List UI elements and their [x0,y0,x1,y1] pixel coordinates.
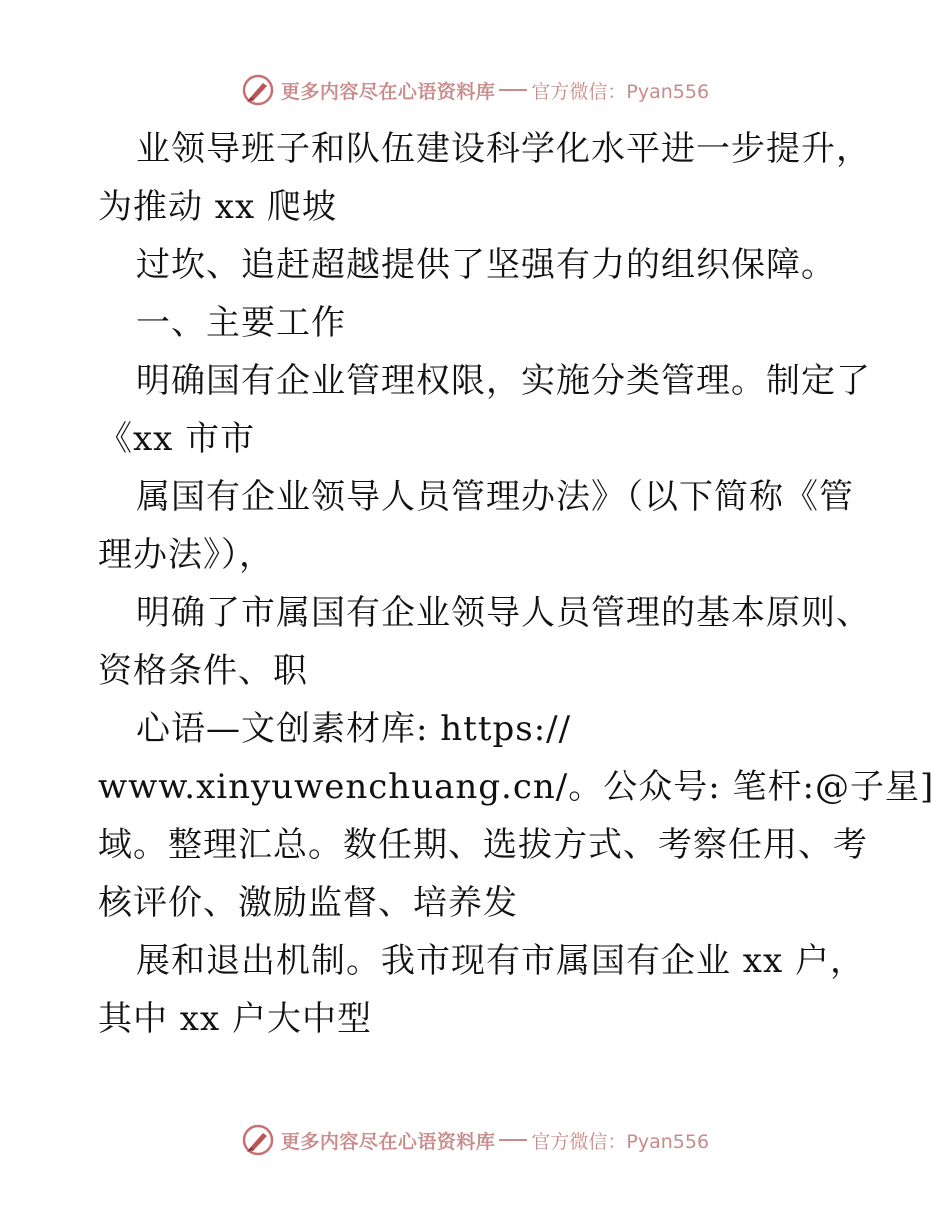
header-watermark [0,70,950,110]
body-line: 展和退出机制。我市现有市属国有企业 xx 户， [136,941,865,981]
body-line: 属国有企业领导人员管理办法》（以下简称《管 [136,477,854,517]
body-line: 理办法》）， [98,535,274,575]
pen-logo-icon [241,73,275,107]
body-line: 心语—文创素材库: https:// [136,709,572,749]
body-line: 《xx 市市 [98,419,256,459]
pen-logo-icon [241,1123,275,1157]
watermark-main-text: 更多内容尽在心语资料库 [280,1130,496,1153]
body-line: 其中 xx 户大中型 [98,999,372,1039]
body-line: 业领导班子和队伍建设科学化水平进一步提升， [136,129,871,169]
watermark-separator [499,1139,527,1141]
body-line: 明确国有企业管理权限，实施分类管理。制定了 [136,361,871,401]
footer-watermark [0,1120,950,1160]
section-heading: 一、主要工作 [136,303,346,343]
watermark-separator [499,89,527,91]
watermark-main-text: 更多内容尽在心语资料库 [280,80,496,103]
document-body [98,120,935,1048]
body-line: 资格条件、职 [98,651,308,691]
watermark-sub-text: 官方微信：Pyan556 [531,1130,710,1153]
body-line: 为推动 xx 爬坡 [98,187,337,227]
body-line: www.xinyuwenchuang.cn/。公众号: 笔杆:@子星] [98,767,935,807]
body-line: 核评价、激励监督、培养发 [98,883,518,923]
body-line: 域。整理汇总。数任期、选拔方式、考察任用、考 [98,825,868,865]
watermark-sub-text: 官方微信：Pyan556 [531,80,710,103]
body-line: 明确了市属国有企业领导人员管理的基本原则、 [136,593,871,633]
body-line: 过坎、追赶超越提供了坚强有力的组织保障。 [136,245,836,285]
